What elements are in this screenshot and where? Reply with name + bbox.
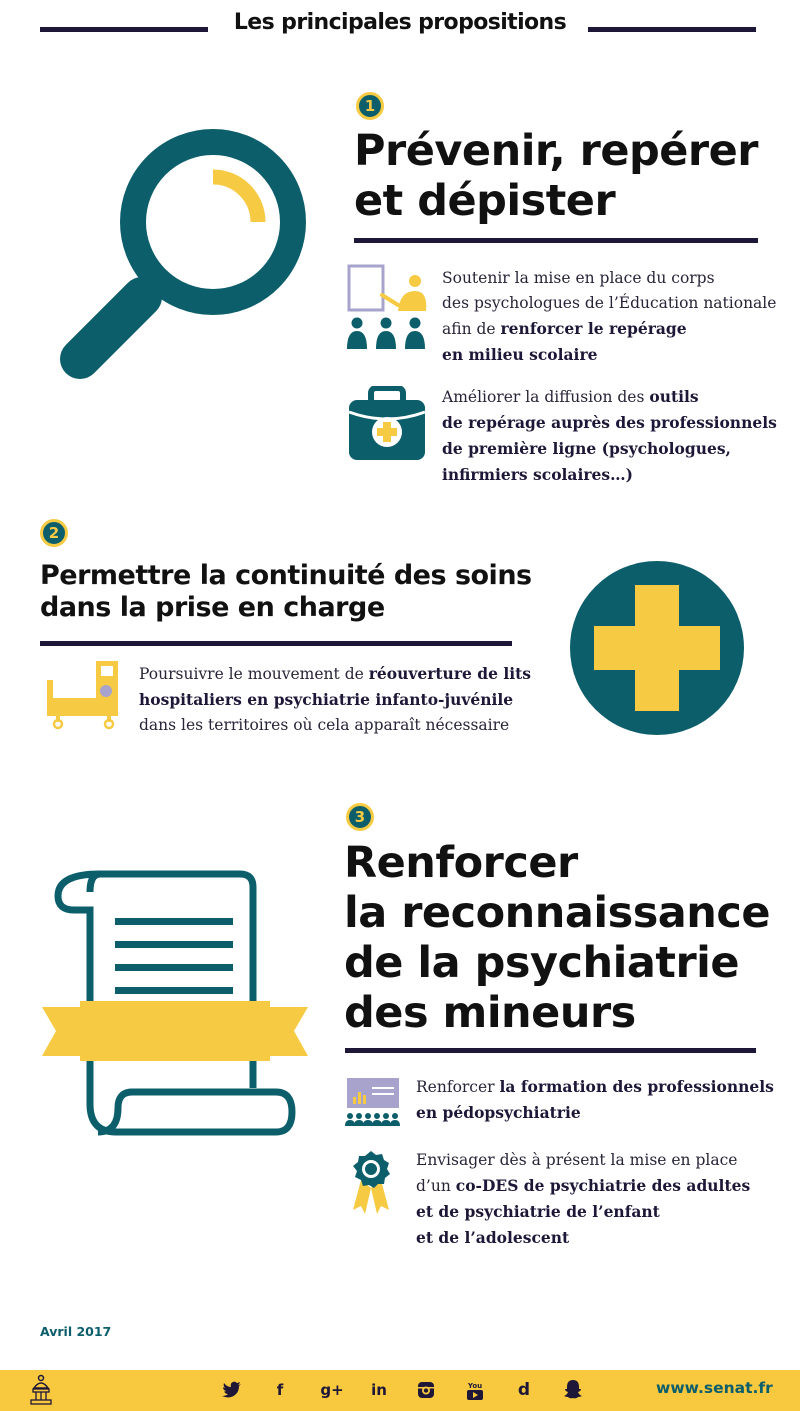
website-link[interactable]: www.senat.fr xyxy=(656,1379,773,1397)
linkedin-icon[interactable]: in xyxy=(371,1381,387,1399)
certificate-scroll-icon xyxy=(40,868,310,1140)
instagram-icon[interactable] xyxy=(417,1381,435,1399)
magnifier-icon xyxy=(50,125,315,390)
section-3-item-2-text: Envisager dès à présent la mise en place d’un co-DES de psychiatrie des adultes et de psychiatrie de l’enfant et de l’adolescent xyxy=(416,1151,751,1247)
senat-logo-icon[interactable] xyxy=(30,1374,52,1406)
facebook-icon[interactable]: f xyxy=(276,1381,284,1399)
hospital-bed-icon xyxy=(44,658,126,730)
dailymotion-icon[interactable]: d xyxy=(517,1380,531,1400)
award-rosette-icon xyxy=(351,1150,391,1216)
section-1-item-2-text: Améliorer la diffusion des outils de repérage auprès des professionnels de première ligne (psychologues, infirmiers scolaires…) xyxy=(442,387,777,484)
section-2-badge: 2 xyxy=(40,519,68,547)
section-3-title: Renforcer la reconnaissance de la psychiatrie des mineurs xyxy=(344,838,771,1038)
section-1-item-1-text: Soutenir la mise en place du corps des psychologues de l’Éducation nationale afin de renforcer le repérage en milieu scolaire xyxy=(442,269,777,364)
section-3-rule xyxy=(345,1048,756,1053)
section-1-badge: 1 xyxy=(356,92,384,120)
youtube-icon[interactable] xyxy=(466,1379,484,1401)
section-2-title: Permettre la continuité des soins dans la prise en charge xyxy=(40,560,532,623)
medical-cross-circle-icon xyxy=(569,560,745,736)
section-2-item-1-text: Poursuivre le mouvement de réouverture de lits hospitaliers en psychiatrie infanto-juvénile dans les territoires où cela apparaît nécessaire xyxy=(139,664,531,734)
section-3-badge: 3 xyxy=(346,803,374,831)
publication-date: Avril 2017 xyxy=(40,1324,112,1339)
section-1-rule xyxy=(354,238,758,243)
section-1-title: Prévenir, repérer et dépister xyxy=(354,126,759,226)
header-rule-left xyxy=(40,27,208,32)
training-presentation-icon xyxy=(344,1076,402,1128)
classroom-teacher-icon xyxy=(346,263,430,353)
header-rule-right xyxy=(588,27,756,32)
page-title: Les principales propositions xyxy=(233,10,567,35)
twitter-icon[interactable] xyxy=(222,1381,242,1399)
snapchat-icon[interactable] xyxy=(563,1379,583,1399)
section-2-rule xyxy=(40,641,512,646)
section-3-item-1-text: Renforcer la formation des professionnels en pédopsychiatrie xyxy=(416,1077,774,1122)
google-plus-icon[interactable]: g+ xyxy=(320,1381,344,1399)
medical-kit-icon xyxy=(347,386,427,462)
svg-text:You: You xyxy=(467,1382,483,1390)
